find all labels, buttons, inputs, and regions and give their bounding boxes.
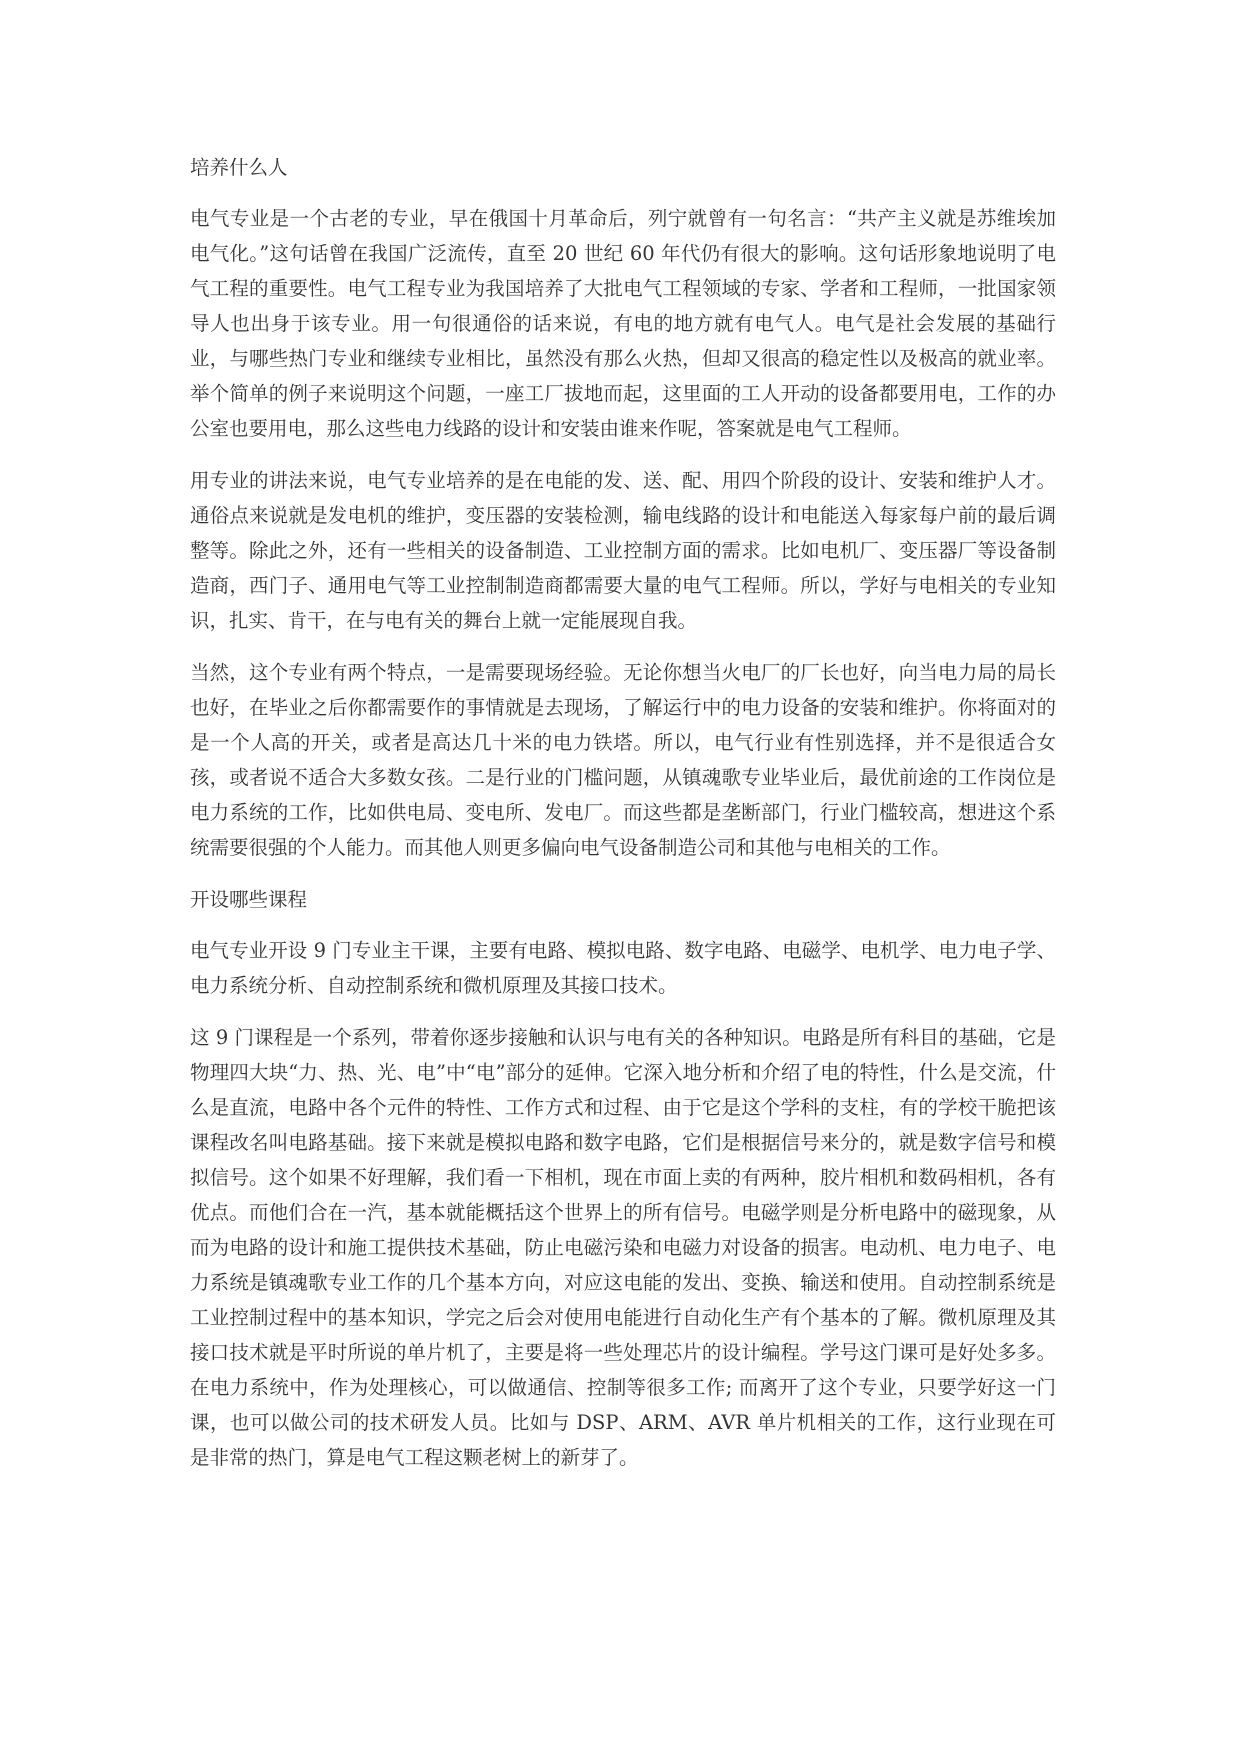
document-page: [190, 150, 1056, 1492]
paragraph-course-list: 电气专业开设 9 门专业主干课，主要有电路、模拟电路、数字电路、电磁学、电机学、电力电子学、电力系统分析、自动控制系统和微机原理及其接口技术。: [190, 939, 1056, 997]
section-heading-courses: 开设哪些课程: [190, 888, 308, 911]
paragraph-intro: 电气专业是一个古老的专业，早在俄国十月革命后，列宁就曾有一句名言：“共产主义就是苏维埃加电气化。”这句话曾在我国广泛流传，直至 20 世纪 60 年代仍有很大的影响。这句话形象地说明了电气工程的重要性。电气工程专业为我国培养了大批电气工程领域的专家、学者和工程师，一批国家领导人也出身于该专业。用一句很通俗的话来说，有电的地方就有电气人。电气是社会发展的基础行业，与哪些热门专业和继续专业相比，虽然没有那么火热，但却又很高的稳定性以及极高的就业率。举个简单的例子来说明这个问题，一座工厂拔地而起，这里面的工人开动的设备都要用电，工作的办公室也要用电，那么这些电力线路的设计和安装由谁来作呢，答案就是电气工程师。: [190, 207, 1056, 440]
paragraph-talent: 用专业的讲法来说，电气专业培养的是在电能的发、送、配、用四个阶段的设计、安装和维护人才。通俗点来说就是发电机的维护，变压器的安装检测，输电线路的设计和电能送入每家每户前的最后调整等。除此之外，还有一些相关的设备制造、工业控制方面的需求。比如电机厂、变压器厂等设备制造商，西门子、通用电气等工业控制制造商都需要大量的电气工程师。所以，学好与电相关的专业知识，扎实、肯干，在与电有关的舞台上就一定能展现自我。: [190, 469, 1056, 632]
paragraph-features: 当然，这个专业有两个特点，一是需要现场经验。无论你想当火电厂的厂长也好，向当电力局的局长也好，在毕业之后你都需要作的事情就是去现场，了解运行中的电力设备的安装和维护。你将面对的是一个人高的开关，或者是高达几十米的电力铁塔。所以，电气行业有性别选择，并不是很适合女孩，或者说不适合大多数女孩。二是行业的门槛问题，从镇魂歌专业毕业后，最优前途的工作岗位是电力系统的工作，比如供电局、变电所、发电厂。而这些都是垄断部门，行业门槛较高，想进这个系统需要很强的个人能力。而其他人则更多偏向电气设备制造公司和其他与电相关的工作。: [190, 661, 1056, 859]
paragraph-course-details: 这 9 门课程是一个系列，带着你逐步接触和认识与电有关的各种知识。电路是所有科目的基础，它是物理四大块“力、热、光、电”中“电”部分的延伸。它深入地分析和介绍了电的特性，什么是交流，什么是直流，电路中各个元件的特性、工作方式和过程、由于它是这个学科的支柱，有的学校干脆把该课程改名叫电路基础。接下来就是模拟电路和数字电路，它们是根据信号来分的，就是数字信号和模拟信号。这个如果不好理解，我们看一下相机，现在市面上卖的有两种，胶片相机和数码相机，各有优点。而他们合在一汽，基本就能概括这个世界上的所有信号。电磁学则是分析电路中的磁现象，从而为电路的设计和施工提供技术基础，防止电磁污染和电磁力对设备的损害。电动机、电力电子、电力系统是镇魂歌专业工作的几个基本方向，对应这电能的发出、变换、输送和使用。自动控制系统是工业控制过程中的基本知识，学完之后会对使用电能进行自动化生产有个基本的了解。微机原理及其接口技术就是平时所说的单片机了，主要是将一些处理芯片的设计编程。学号这门课可是好处多多。在电力系统中，作为处理核心，可以做通信、控制等很多工作; 而离开了这个专业，只要学好这一门课，也可以做公司的技术研发人员。比如与 DSP、ARM、AVR 单片机相关的工作，这行业现在可是非常的热门，算是电气工程这颗老树上的新芽了。: [190, 1026, 1056, 1469]
section-heading-training: 培养什么人: [190, 156, 288, 179]
